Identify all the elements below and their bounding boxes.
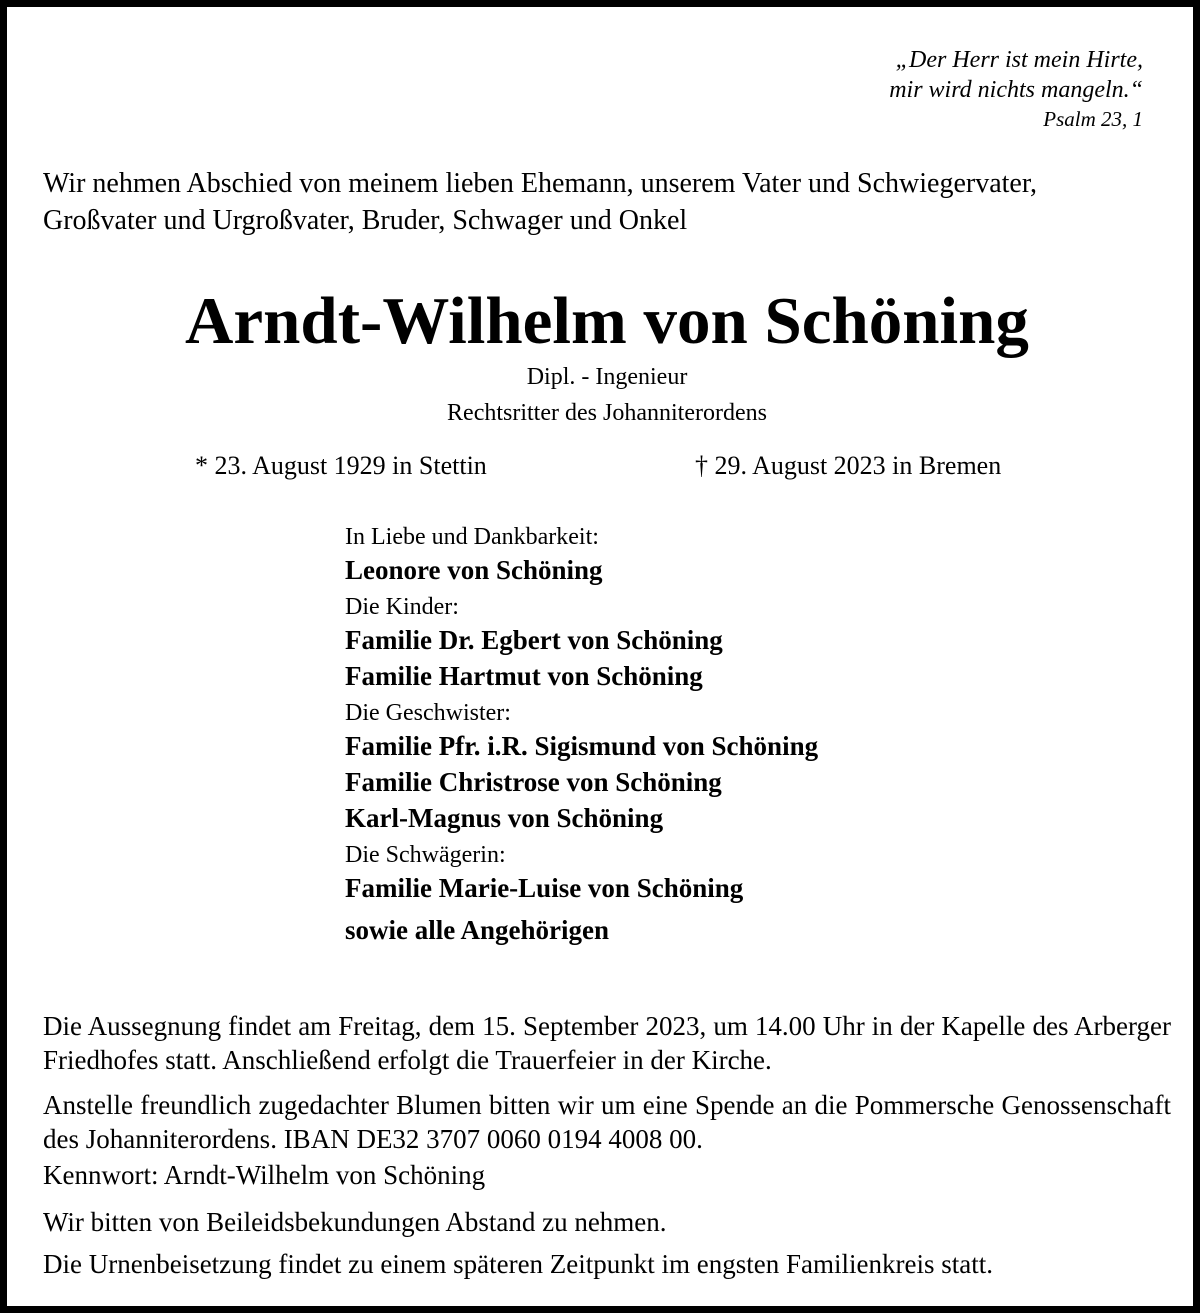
children-label: Die Kinder: — [345, 594, 459, 620]
death-date: † 29. August 2023 in Bremen — [695, 451, 1002, 480]
child-family: Familie Hartmut von Schöning — [345, 661, 703, 691]
mourners-list — [345, 522, 818, 948]
intro-text — [43, 165, 1173, 239]
quote-reference: Psalm 23, 1 — [1043, 107, 1143, 131]
quote-line-2: mir wird nichts mangeln.“ — [889, 77, 1143, 103]
deceased-title-2: Rechtsritter des Johanniterordens — [447, 400, 767, 426]
sister-in-law-label: Die Schwägerin: — [345, 842, 506, 868]
sibling-family: Karl-Magnus von Schöning — [345, 803, 664, 833]
sibling-family: Familie Pfr. i.R. Sigismund von Schöning — [345, 731, 819, 761]
intro-line-1: Wir nehmen Abschied von meinem lieben Ehemann, unserem Vater und Schwiegervater, — [43, 168, 1038, 199]
condolences-notice: Wir bitten von Beileidsbekundungen Abstand zu nehmen. — [43, 1207, 667, 1237]
spouse-label: In Liebe und Dankbarkeit: — [345, 524, 599, 550]
siblings-label: Die Geschwister: — [345, 700, 511, 726]
service-notice: Die Aussegnung findet am Freitag, dem 15. September 2023, um 14.00 Uhr in der Kapelle des Arberger Friedhofes statt. Anschließend erfolgt die Trauerfeier in der Kirche. — [43, 1011, 1171, 1075]
sibling-family: Familie Christrose von Schöning — [345, 767, 722, 797]
donation-notice: Anstelle freundlich zugedachter Blumen bitten wir um eine Spende an die Pommersche Genossenschaft des Johanniterordens. IBAN DE32 3707 0060 0194 4008 00. — [43, 1090, 1171, 1154]
sister-in-law-family: Familie Marie-Luise von Schöning — [345, 873, 744, 903]
burial-notice: Die Urnenbeisetzung findet zu einem späteren Zeitpunkt im engsten Familienkreis statt. — [43, 1249, 993, 1279]
relatives-closing: sowie alle Angehörigen — [345, 915, 609, 945]
deceased-name: Arndt-Wilhelm von Schöning — [185, 284, 1029, 358]
deceased-title-1: Dipl. - Ingenieur — [526, 364, 688, 390]
birth-date: * 23. August 1929 in Stettin — [195, 451, 487, 480]
bible-quote — [889, 45, 1143, 133]
donation-keyword: Kennwort: Arndt-Wilhelm von Schöning — [43, 1160, 486, 1190]
intro-line-2: Großvater und Urgroßvater, Bruder, Schwager und Onkel — [43, 205, 688, 236]
child-family: Familie Dr. Egbert von Schöning — [345, 625, 723, 655]
spouse-name: Leonore von Schöning — [345, 555, 603, 585]
quote-line-1: „Der Herr ist mein Hirte, — [895, 47, 1143, 73]
